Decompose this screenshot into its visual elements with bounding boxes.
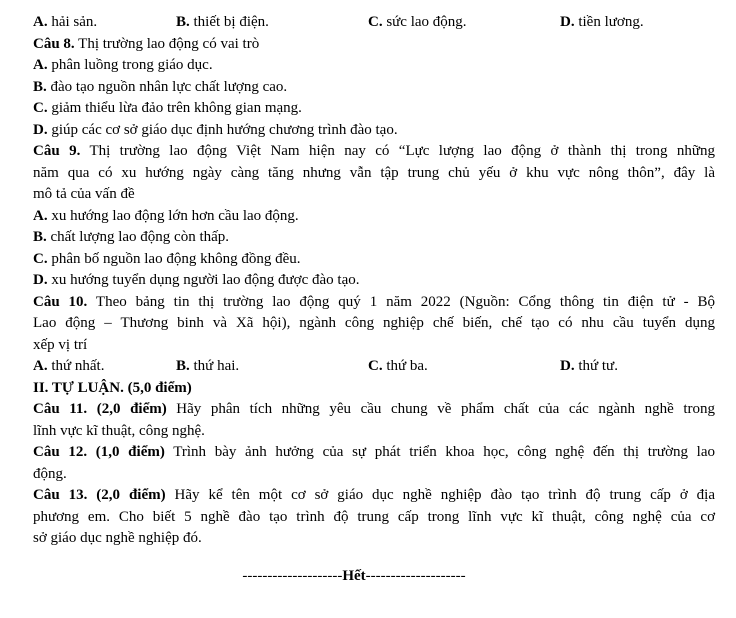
q8-stem: Câu 8. Thị trường lao động có vai trò xyxy=(33,35,260,52)
end-marker: --------------------Hết-------------------- xyxy=(242,567,466,584)
section2-heading: II. TỰ LUẬN. (5,0 điểm) xyxy=(33,379,192,396)
q8-option-a: A. phân luồng trong giáo dục. xyxy=(33,57,213,73)
q10-option-d: D. thứ tư. xyxy=(560,358,618,374)
q13-line2: phương em. Cho biết 5 nghề đào tạo trình độ trung cấp trong lĩnh vực kĩ thuật, công nghệ của cơ xyxy=(33,508,715,525)
q9-option-b: B. chất lượng lao động còn thấp. xyxy=(33,229,230,245)
q8-option-d: D. giúp các cơ sở giáo dục định hướng chương trình đào tạo. xyxy=(33,121,398,138)
q7-option-b: B. thiết bị điện. xyxy=(176,14,269,30)
q9-option-c: C. phân bố nguồn lao động không đồng đều. xyxy=(33,250,301,267)
q10-option-c: C. thứ ba. xyxy=(368,358,428,374)
q10-options xyxy=(33,356,715,378)
q13-line3: sở giáo dục nghề nghiệp đó. xyxy=(33,530,202,546)
q10-option-b: B. thứ hai. xyxy=(176,358,240,374)
q10-stem-line3: xếp vị trí xyxy=(33,336,88,353)
exam-page xyxy=(33,12,715,587)
q10-stem-line2: Lao động – Thương binh và Xã hội), ngành công nghiệp chế biến, chế tạo có nhu cầu tuyển dụng xyxy=(33,315,715,331)
q12-line2: động. xyxy=(33,465,67,482)
q9-stem-line2: năm qua có xu hướng ngày càng tăng nhưng vẫn tập trung chủ yếu ở khu vực nông thôn”, đây là xyxy=(33,164,715,181)
q9-stem-line1: Câu 9. Thị trường lao động Việt Nam hiện nay có “Lực lượng lao động ở thành thị trong những xyxy=(33,143,715,159)
q7-options xyxy=(33,12,715,34)
q13-line1: Câu 13. (2,0 điểm) Hãy kể tên một cơ sở giáo dục nghề nghiệp đào tạo trình độ trung cấp ở địa xyxy=(33,487,716,503)
q9-option-d: D. xu hướng tuyển dụng người lao động được đào tạo. xyxy=(33,272,360,288)
q7-option-a: A. hải sản. xyxy=(33,14,98,30)
q11-line2: lĩnh vực kĩ thuật, công nghệ. xyxy=(33,422,205,439)
q8-option-c: C. giảm thiểu lừa đảo trên không gian mạng. xyxy=(33,100,302,116)
q9-stem-line3: mô tả của vấn đề xyxy=(33,186,135,202)
q10-stem-line1: Câu 10. Theo bảng tin thị trường lao động quý 1 năm 2022 (Nguồn: Cổng thông tin điện tử - Bộ xyxy=(33,293,715,310)
q8-option-b: B. đào tạo nguồn nhân lực chất lượng cao. xyxy=(33,78,288,95)
q7-option-c: C. sức lao động. xyxy=(368,14,467,30)
q10-option-a: A. thứ nhất. xyxy=(33,358,105,374)
q7-option-d: D. tiền lương. xyxy=(560,14,644,30)
q12-line1: Câu 12. (1,0 điểm) Trình bày ảnh hưởng của sự phát triển khoa học, công nghệ đến thị trường lao xyxy=(33,444,715,460)
q9-option-a: A. xu hướng lao động lớn hơn cầu lao động. xyxy=(33,207,299,224)
q11-line1: Câu 11. (2,0 điểm) Hãy phân tích những yêu cầu chung về phẩm chất của các ngành nghề trong xyxy=(33,401,716,417)
